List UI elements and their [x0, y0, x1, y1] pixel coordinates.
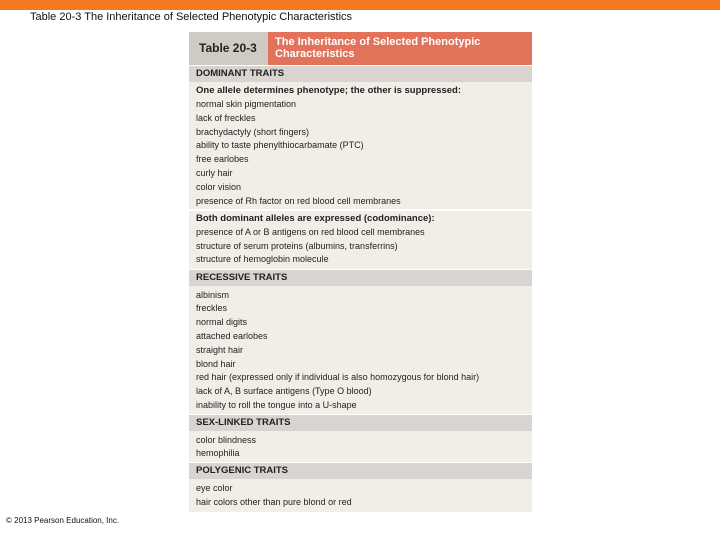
list-item: eye color — [196, 483, 233, 493]
copyright-notice: © 2013 Pearson Education, Inc. — [6, 516, 120, 525]
section-title-polygenic: POLYGENIC TRAITS — [196, 465, 289, 476]
list-item: color blindness — [196, 435, 257, 445]
table-header — [189, 32, 532, 65]
list-item: presence of A or B antigens on red blood cell membranes — [196, 227, 425, 237]
section-header-sex-linked — [189, 414, 532, 431]
table-label-box — [189, 32, 268, 65]
section-header-recessive — [189, 269, 532, 286]
slide-title: Table 20-3 The Inheritance of Selected Phenotypic Characteristics — [30, 11, 353, 23]
list-item: attached earlobes — [196, 331, 268, 341]
list-item: presence of Rh factor on red blood cell membranes — [196, 196, 401, 206]
table-label: Table 20-3 — [199, 41, 257, 55]
dominant-group2-heading: Both dominant alleles are expressed (codominance): — [196, 213, 435, 224]
list-item: lack of A, B surface antigens (Type O blood) — [196, 386, 372, 396]
list-item: red hair (expressed only if individual is also homozygous for blond hair) — [196, 372, 480, 382]
table-title-line-2: Characteristics — [275, 48, 355, 60]
list-item: free earlobes — [196, 154, 249, 164]
list-item: structure of serum proteins (albumins, transferrins) — [196, 241, 398, 251]
list-item: albinism — [196, 290, 230, 300]
list-item: normal skin pigmentation — [196, 99, 297, 109]
list-item: curly hair — [196, 168, 233, 178]
section-header-polygenic — [189, 462, 532, 479]
list-item: blond hair — [196, 359, 236, 369]
list-item: structure of hemoglobin molecule — [196, 254, 329, 264]
top-accent-bar — [0, 0, 720, 10]
table-title — [275, 36, 525, 60]
list-item: straight hair — [196, 345, 244, 355]
list-item: normal digits — [196, 317, 248, 327]
phenotype-table — [189, 32, 532, 512]
section-title-recessive: RECESSIVE TRAITS — [196, 272, 288, 283]
list-item: inability to roll the tongue into a U-shape — [196, 400, 357, 410]
list-item: hemophilia — [196, 448, 240, 458]
dominant-group1-heading: One allele determines phenotype; the other is suppressed: — [196, 85, 462, 96]
list-item: lack of freckles — [196, 113, 256, 123]
list-item: ability to taste phenylthiocarbamate (PTC) — [196, 140, 364, 150]
list-item: color vision — [196, 182, 242, 192]
table-title-line-1: The Inheritance of Selected Phenotypic — [275, 36, 481, 48]
group-divider — [189, 209, 532, 211]
section-header-dominant — [189, 65, 532, 82]
section-title-dominant: DOMINANT TRAITS — [196, 68, 285, 79]
list-item: hair colors other than pure blond or red — [196, 497, 352, 507]
section-title-sex-linked: SEX-LINKED TRAITS — [196, 417, 291, 428]
list-item: brachydactyly (short fingers) — [196, 127, 310, 137]
list-item: freckles — [196, 303, 228, 313]
